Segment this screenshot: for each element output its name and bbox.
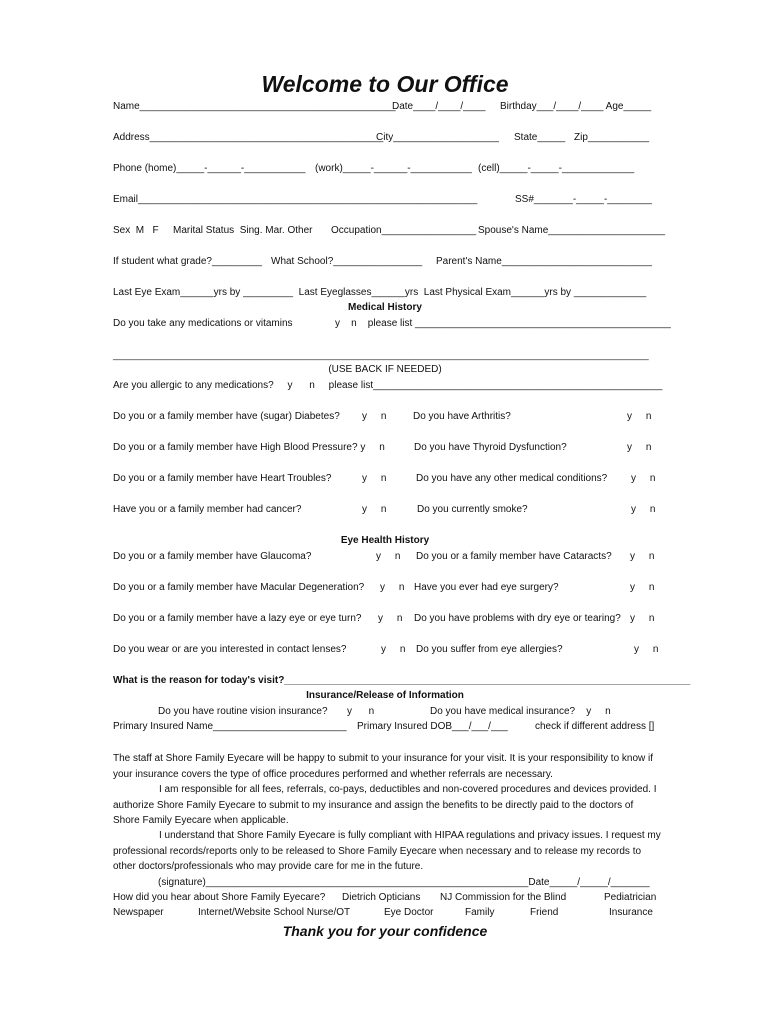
ssn-field[interactable]: SS#_______-_____-________ [515,194,652,205]
other-conditions-question: Do you have any other medical conditions? [416,473,608,484]
diabetes-yn[interactable]: y n [362,411,387,422]
student-grade-field[interactable]: If student what grade?_________ [113,256,263,267]
smoke-yn[interactable]: y n [631,504,656,515]
visit-reason-field[interactable]: What is the reason for today's visit?_________________________________________________________________________ [113,675,691,686]
primary-insured-dob-field[interactable]: Primary Insured DOB___/___/___ [357,721,508,732]
cancer-question: Have you or a family member had cancer? [113,504,302,515]
cataracts-yn[interactable]: y n [630,551,655,562]
eye-allergies-question: Do you suffer from eye allergies? [416,644,563,655]
other-conditions-yn[interactable]: y n [631,473,656,484]
insurance-paragraph: The staff at Shore Family Eyecare will be happy to submit to your insurance for your visit. It is your responsibility to know if your insurance covers the type of office procedures performed and whether referrals are necessary. [113,753,654,780]
address-field[interactable]: Address__________________________________________ [113,132,384,143]
eye-history-heading: Eye Health History [340,535,430,546]
primary-insured-name-field[interactable]: Primary Insured Name________________________ [113,721,347,732]
eye-surgery-question: Have you ever had eye surgery? [414,582,559,593]
lazy-eye-yn[interactable]: y n [378,613,403,624]
glaucoma-yn[interactable]: y n [376,551,401,562]
different-address-checkbox[interactable]: check if different address [] [535,721,655,732]
arthritis-yn[interactable]: y n [627,411,652,422]
cataracts-question: Do you or a family member have Cataracts? [416,551,612,562]
dry-eye-yn[interactable]: y n [630,613,655,624]
fees-paragraph: I am responsible for all fees, referrals, co-pays, deductibles and non-covered procedures and devices provided. I authorize Shore Family Eyecare to submit to my insurance and assign the benefits to be directly paid to the doctors of Shore Family Eyecare when applicable. [113,784,657,826]
heart-yn[interactable]: y n [362,473,387,484]
macular-question: Do you or a family member have Macular Degeneration? [113,582,365,593]
arthritis-question: Do you have Arthritis? [413,411,511,422]
sex-field[interactable]: Sex M F [113,225,159,236]
referral-option[interactable]: Internet/Website School Nurse/OT [198,907,351,918]
date-field[interactable]: Date____/____/____ [392,101,486,112]
cancer-yn[interactable]: y n [362,504,387,515]
phone-home-field[interactable]: Phone (home)_____-______-___________ [113,163,306,174]
zip-field[interactable]: Zip___________ [574,132,650,143]
thyroid-yn[interactable]: y n [627,442,652,453]
macular-yn[interactable]: y n [380,582,405,593]
referral-option[interactable]: Family [465,907,495,918]
medications-question: Do you take any medications or vitamins [113,318,293,329]
medical-insurance-question[interactable]: Do you have medical insurance? y n [430,706,611,717]
contacts-question: Do you wear or are you interested in contact lenses? [113,644,347,655]
use-back-note: (USE BACK IF NEEDED) [328,364,442,375]
city-field[interactable]: City___________________ [376,132,499,143]
referral-option[interactable]: Dietrich Opticians [342,892,421,903]
blank-line[interactable]: ___________________________________________________________________________________________________________ [113,350,649,360]
referral-option[interactable]: Pediatrician [604,892,657,903]
dry-eye-question: Do you have problems with dry eye or tearing? [414,613,621,624]
form-title: Welcome to Our Office [261,71,509,97]
signature-field[interactable]: (signature)__________________________________________________________Date_____/_____/_______ [158,877,650,888]
referral-option[interactable]: Eye Doctor [384,907,434,918]
contacts-yn[interactable]: y n [381,644,406,655]
referral-option[interactable]: Newspaper [113,907,164,918]
smoke-question: Do you currently smoke? [417,504,528,515]
blood-pressure-question[interactable]: Do you or a family member have High Blood Pressure? y n [113,442,385,453]
birthday-age-field[interactable]: Birthday___/____/____ Age_____ [500,101,652,112]
referral-option[interactable]: Insurance [609,907,653,918]
parent-name-field[interactable]: Parent's Name___________________________ [436,256,652,267]
lazy-eye-question: Do you or a family member have a lazy eye or eye turn? [113,613,362,624]
vision-insurance-question[interactable]: Do you have routine vision insurance? y n [158,706,375,717]
name-field[interactable]: Name______________________________________________ [113,101,396,112]
diabetes-question: Do you or a family member have (sugar) Diabetes? [113,411,340,422]
referral-question: How did you hear about Shore Family Eyecare? [113,892,326,903]
email-field[interactable]: Email_____________________________________________________________ [113,194,478,205]
marital-status-field[interactable]: Marital Status Sing. Mar. Other [173,225,313,236]
occupation-field[interactable]: Occupation_________________ [331,225,477,236]
thyroid-question: Do you have Thyroid Dysfunction? [414,442,567,453]
closing-message: Thank you for your confidence [282,923,488,939]
eye-allergies-yn[interactable]: y n [634,644,659,655]
medications-answer[interactable]: y n please list ______________________________________________ [335,318,671,329]
eye-surgery-yn[interactable]: y n [630,582,655,593]
phone-work-field[interactable]: (work)_____-______-___________ [315,163,472,174]
state-field[interactable]: State_____ [514,132,566,143]
insurance-heading: Insurance/Release of Information [306,690,464,701]
heart-question: Do you or a family member have Heart Troubles? [113,473,332,484]
phone-cell-field[interactable]: (cell)_____-_____-_____________ [478,163,635,174]
referral-option[interactable]: Friend [530,907,559,918]
hipaa-paragraph: I understand that Shore Family Eyecare is fully compliant with HIPAA regulations and privacy issues. I request my professional records/reports only to be released to Shore Family Eyecare when necessary and to release my records to other doctors/professionals who may provide care for me in the future. [113,830,661,872]
medical-history-heading: Medical History [348,302,422,313]
allergy-question[interactable]: Are you allergic to any medications? y n please list____________________________________________________ [113,380,663,391]
spouse-name-field[interactable]: Spouse's Name_____________________ [478,225,666,236]
glaucoma-question: Do you or a family member have Glaucoma? [113,551,312,562]
school-field[interactable]: What School?________________ [271,256,423,267]
last-exams-field[interactable]: Last Eye Exam______yrs by _________ Last Eyeglasses______yrs Last Physical Exam______yrs by _____________ [113,287,647,298]
referral-option[interactable]: NJ Commission for the Blind [440,892,567,903]
